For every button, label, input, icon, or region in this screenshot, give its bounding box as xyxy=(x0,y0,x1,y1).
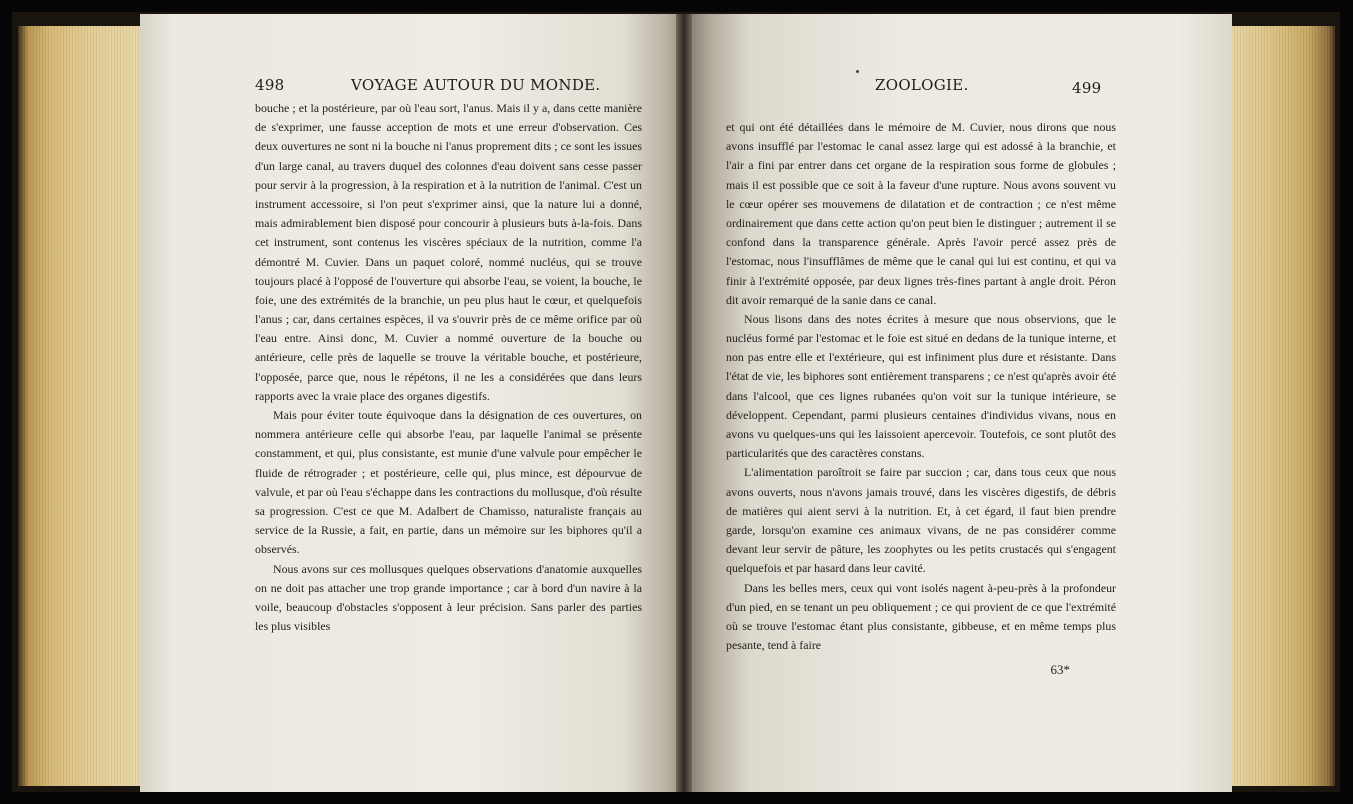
left-page-text xyxy=(255,99,642,636)
book-gutter xyxy=(676,14,692,792)
right-page-text xyxy=(726,118,1116,655)
right-page-number: 499 xyxy=(1072,79,1102,97)
right-running-title: ZOOLOGIE. xyxy=(875,76,969,94)
print-speck xyxy=(856,70,859,73)
left-page-number: 498 xyxy=(255,76,285,94)
right-paragraph-2: Nous lisons dans des notes écrites à mesure que nous observions, que le nucléus formé par l'estomac et le foie est situé en dedans de la tunique interne, et non pas entre elle et l'extérieure, qui est infiniment plus dure et résistante. Dans l'état de vie, les biphores sont entièrement transparens ; ce n'est qu'après avoir été dans l'alcool, que ces lignes rubanées qu'on voit sur la tunique intérieure, se développent. Cependant, parmi plusieurs centaines d'individus vivans, nous en avons vu quelques-uns qui les laissoient apercevoir. Toutefois, ce sont plutôt des particularités que des caractères constans. xyxy=(726,311,1116,461)
left-paragraph-1: bouche ; et la postérieure, par où l'eau sort, l'anus. Mais il y a, dans cette manière de s'exprimer, une fausse acception de mots et une erreur d'observation. Ces deux ouvertures ne sont ni la bouche ni l'anus proprement dits ; ce sont les issues d'un large canal, au travers duquel des colonnes d'eau doivent sans cesse passer pour servir à la progression, à la respiration et à la nutrition de l'animal. C'est un instrument accessoire, si l'on peut s'exprimer ainsi, que la nature lui a donné, mais admirablement bien disposé pour concourir à plusieurs buts à-la-fois. Dans cet instrument, sont contenus les viscères spéciaux de la nutrition, comme l'a démontré M. Cuvier. Dans un paquet coloré, nommé nucléus, qui se trouve toujours placé à l'opposé de l'ouverture qui absorbe l'eau, se voient, la bouche, le foie, une des extrémités de la branchie, un peu plus haut le cœur, et quelquefois l'anus ; car, dans certaines espèces, il va s'ouvrir près de ce même orifice par où l'eau entre. Ainsi donc, M. Cuvier a nommé ouverture de la bouche ou antérieure, celle près de laquelle se trouve la véritable bouche, et postérieure, l'opposée, parce que, nous le répétons, il ne les a considérées que dans leurs rapports avec la vraie place des organes digestifs. xyxy=(255,101,642,403)
right-page-header xyxy=(725,76,1115,96)
left-paragraph-2: Mais pour éviter toute équivoque dans la désignation de ces ouvertures, on nommera antérieure celle qui absorbe l'eau, par laquelle l'animal se présente constamment, et qui, plus consistante, est munie d'une valvule pour empêcher le fluide de rétrograder ; et postérieure, celle qui, plus mince, est dépourvue de valvule, et par où l'eau s'échappe dans les contractions du mollusque, d'où résulte sa progression. C'est ce que M. Adalbert de Chamisso, naturaliste français au service de la Russie, a fait, en partie, dans un mémoire sur les biphores qu'il a observés. xyxy=(255,408,642,557)
left-running-title: VOYAGE AUTOUR DU MONDE. xyxy=(351,76,601,94)
left-page-header xyxy=(255,76,645,96)
left-page-edges xyxy=(18,26,148,786)
signature-mark: 63* xyxy=(1050,662,1070,677)
left-paragraph-3: Nous avons sur ces mollusques quelques observations d'anatomie auxquelles on ne doit pas attacher une trop grande importance ; car à bord d'un navire à la voile, beaucoup d'obstacles s'opposent à leur précision. Sans parler des parties les plus visibles xyxy=(255,561,642,634)
right-paragraph-3: L'alimentation paroîtroit se faire par succion ; car, dans tous ceux que nous avons ouverts, nous n'avons jamais trouvé, dans les viscères digestifs, de débris de matières qui aient servi à la nutrition. Et, à cet égard, il faut bien prendre garde, lorsqu'on examine ces animaux vivans, de ne pas considérer comme devant leur servir de pâture, les zoophytes ou les petits crustacés qui s'engagent quelquefois et par hasard dans leur cavité. xyxy=(726,465,1116,576)
right-page-edges xyxy=(1225,26,1335,786)
right-paragraph-1: et qui ont été détaillées dans le mémoire de M. Cuvier, nous dirons que nous avons insufflé par l'estomac le canal assez large qui est adossé à la branchie, et l'air a fini par entrer dans cet organe de la respiration sous forme de globules ; mais il est possible que ce soit à la faveur d'une rupture. Nous avons souvent vu le cœur opérer ses mouvemens de dilatation et de contraction ; ce n'est même ordinairement que dans cette action qu'on peut bien le distinguer ; autrement il se confond dans la transparence générale. Après l'avoir percé assez près de l'estomac, nous l'insufflâmes de même que le canal qui lui est continu, et qui va finir à l'extrémité opposée, par deux lignes très-fines partant à angle droit. Péron dit avoir remarqué de la sanie dans ce canal. xyxy=(726,120,1116,307)
right-paragraph-4: Dans les belles mers, ceux qui vont isolés nagent à-peu-près à la profondeur d'un pied, en se tenant un peu obliquement ; ce qui provient de ce que l'extrémité où se trouve l'estomac étant plus consistante, gibbeuse, et en même temps plus pesante, tend à faire xyxy=(726,580,1116,653)
